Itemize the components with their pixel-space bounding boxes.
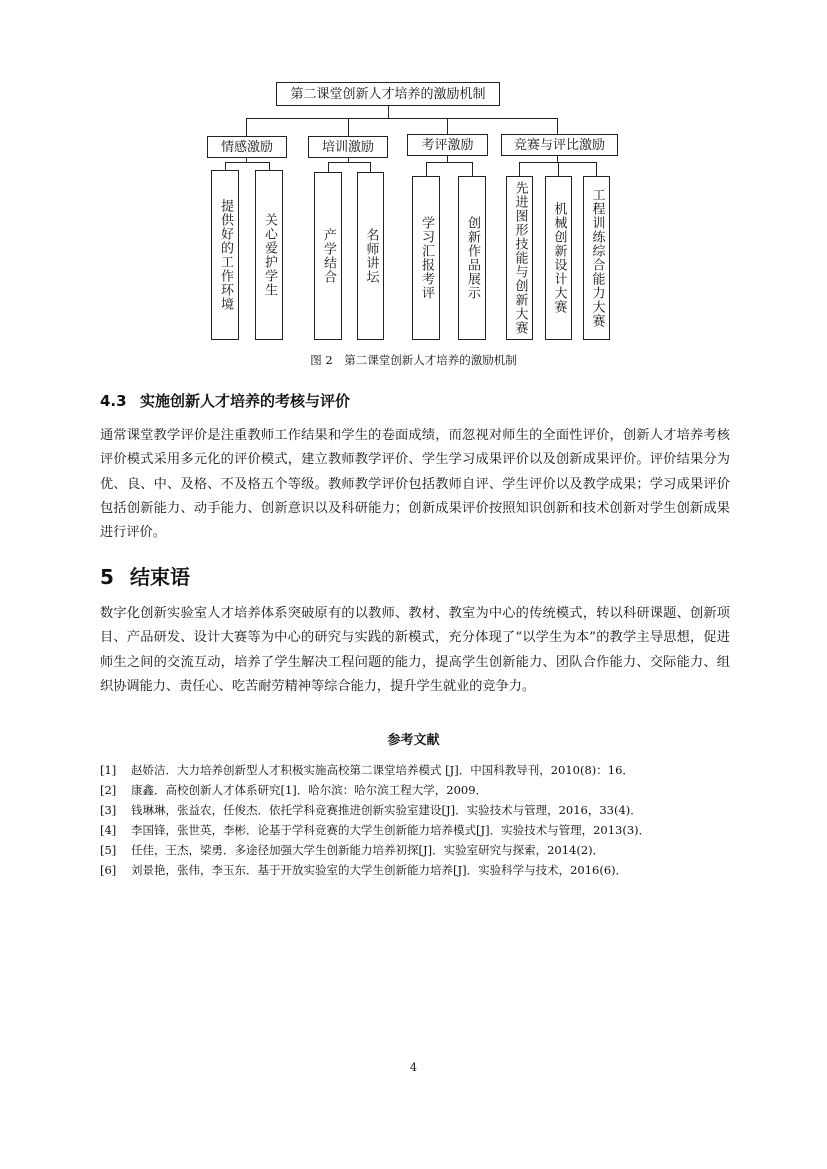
connector	[557, 118, 558, 134]
item-box	[458, 176, 486, 340]
item-box	[314, 172, 342, 340]
item-box	[357, 172, 384, 340]
section-5-paragraph: 数字化创新实验室人才培养体系突破原有的以教师、教材、教室为中心的传统模式，转以科研课题、创新项目、产品研发、设计大赛等为中心的研究与实践的新模式，充分体现了“以学生为本”的教学主导思想，促进师生之间的交流互动，培养了学生解决工程问题的能力，提高学生创新能力、团队合作能力、交际能力、组织协调能力、责任心、吃苦耐劳精神等综合能力，提升学生就业的竞争力。	[100, 606, 730, 694]
reference-item	[100, 820, 740, 840]
item-label: 工程训练综合能力大赛	[589, 188, 605, 328]
diagram-root-box	[276, 82, 500, 106]
section-heading-5	[100, 561, 190, 590]
connector	[558, 162, 559, 176]
item-box	[583, 176, 610, 340]
diagram-root-label: 第二课堂创新人才培养的激励机制	[290, 86, 486, 102]
group-label: 培训激励	[321, 139, 374, 155]
section-title: 结束语	[130, 565, 190, 589]
reference-index: [6]	[100, 863, 117, 877]
section-title: 实施创新人才培养的考核与评价	[140, 392, 351, 410]
item-label: 先进图形技能与创新大赛	[512, 181, 528, 335]
reference-text: 钱琳琳，张益农，任俊杰．依托学科竞赛推进创新实验室建设[J]．实验技术与管理，2016，33(4)．	[131, 803, 642, 817]
group-label: 考评激励	[421, 137, 474, 153]
item-label: 名师讲坛	[363, 228, 379, 284]
item-label: 产学结合	[321, 228, 336, 284]
references-heading: 参考文献	[387, 733, 440, 748]
group-box-training	[308, 136, 388, 158]
group-box-assessment	[407, 134, 488, 156]
group-box-competition	[501, 134, 618, 156]
reference-item	[100, 840, 740, 860]
reference-text: 任佳，王杰，梁勇．多途径加强大学生创新能力培养初探[J]．实验室研究与探索，2014(2)．	[131, 843, 605, 857]
section-heading-4-3	[100, 390, 350, 411]
connector	[472, 162, 473, 176]
reference-text: 刘景艳，张伟，李玉东．基于开放实验室的大学生创新能力培养[J]．实验科学与技术，2016(6)．	[131, 863, 628, 877]
connector	[370, 162, 371, 172]
item-box	[255, 170, 283, 340]
connector	[328, 162, 370, 163]
reference-index: [4]	[100, 823, 117, 837]
connector	[348, 118, 349, 136]
reference-index: [3]	[100, 803, 117, 817]
reference-text: 康鑫．高校创新人才体系研究[1]．哈尔滨：哈尔滨工程大学，2009．	[131, 783, 488, 797]
reference-index: [1]	[100, 763, 117, 777]
reference-text: 赵娇洁．大力培养创新型人才积极实施高校第二课堂培养模式 [J]．中国科教导刊，2010(8)：16．	[131, 763, 634, 777]
reference-index: [2]	[100, 783, 117, 797]
connector	[447, 156, 448, 162]
item-label: 关心爱护学生	[262, 213, 277, 297]
connector	[225, 162, 226, 170]
item-label: 提供好的工作环境	[218, 199, 233, 311]
page-number: 4	[410, 1061, 417, 1074]
connector	[426, 162, 427, 176]
item-box	[545, 176, 572, 340]
reference-item	[100, 760, 740, 780]
reference-text: 李国锋，张世英，李彬．论基于学科竞赛的大学生创新能力培养模式[J]．实验技术与管理，2013(3)．	[131, 823, 651, 837]
item-label: 学习汇报考评	[419, 216, 434, 300]
group-box-emotional	[207, 136, 287, 158]
connector	[596, 162, 597, 176]
connector	[348, 158, 349, 162]
connector	[426, 162, 472, 163]
figure-caption: 图 2 第二课堂创新人才培养的激励机制	[310, 353, 517, 367]
connector	[388, 106, 389, 118]
item-box	[211, 170, 239, 340]
connector	[328, 162, 329, 172]
connector	[246, 158, 247, 162]
references-list	[100, 760, 740, 880]
item-label: 创新作品展示	[465, 216, 480, 300]
reference-item	[100, 860, 740, 880]
connector	[519, 162, 520, 176]
section-number: 4.3	[100, 392, 127, 410]
motivation-mechanism-diagram	[0, 0, 827, 370]
section-4-3-paragraph: 通常课堂教学评价是注重教师工作结果和学生的卷面成绩，而忽视对师生的全面性评价，创新人才培养考核评价模式采用多元化的评价模式，建立教师教学评价、学生学习成果评价以及创新成果评价。评价结果分为优、良、中、及格、不及格五个等级。教师教学评价包括教师自评、学生评价以及教学成果；学习成果评价包括创新能力、动手能力、创新意识以及科研能力；创新成果评价按照知识创新和技术创新对学生创新成果进行评价。	[100, 428, 730, 541]
reference-item	[100, 800, 740, 820]
reference-index: [5]	[100, 843, 117, 857]
group-label: 竞赛与评比激励	[513, 137, 605, 153]
group-label: 情感激励	[220, 139, 273, 155]
item-label: 机械创新设计大赛	[551, 202, 567, 314]
item-box	[506, 176, 533, 340]
section-number: 5	[100, 565, 114, 589]
connector	[269, 162, 270, 170]
reference-item	[100, 780, 740, 800]
connector	[225, 162, 269, 163]
connector	[246, 118, 557, 119]
item-box	[412, 176, 440, 340]
connector	[246, 118, 247, 136]
